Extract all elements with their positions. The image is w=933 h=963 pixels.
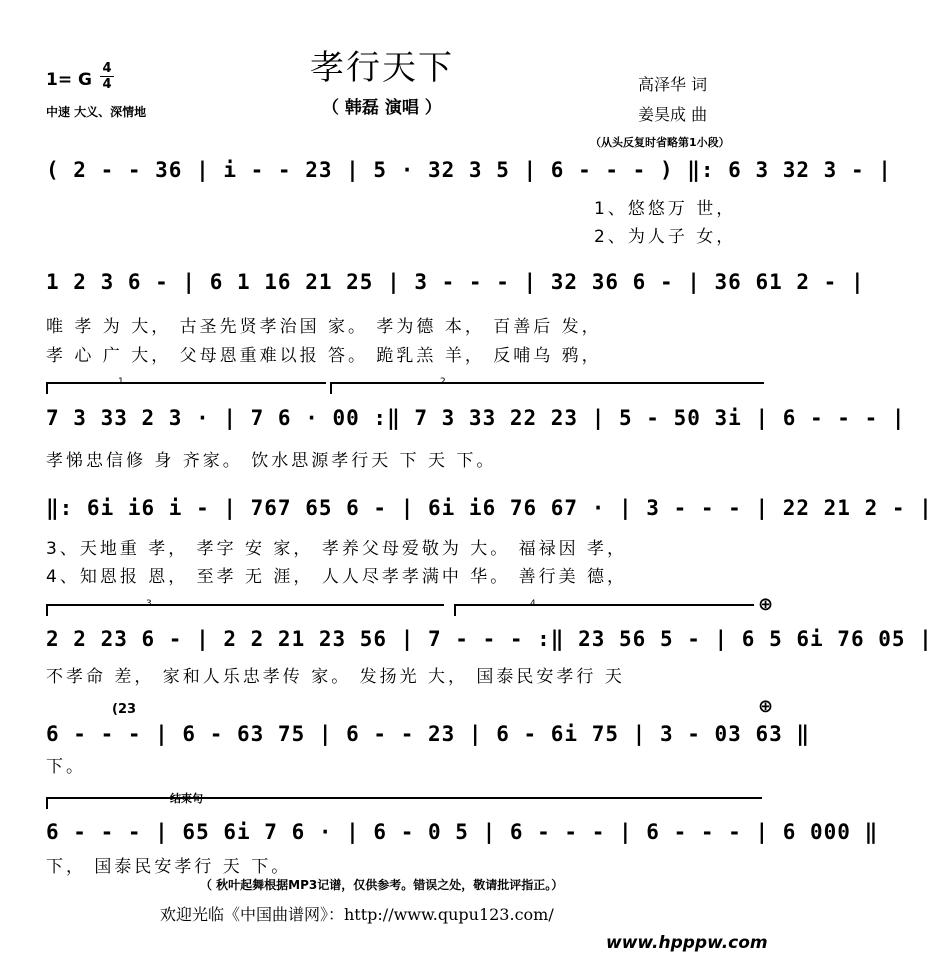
lyric-row-6: 下。 bbox=[46, 757, 86, 777]
transcription-note: （ 秋叶起舞根据MP3记谱，仅供参考。错误之处，敬请批评指正。） bbox=[200, 878, 564, 892]
volta-3-bracket-end bbox=[46, 604, 48, 616]
lyric-row-1-verse-1: 1、悠悠万 世， bbox=[594, 199, 737, 219]
score-row-4: ‖: 6i i6 i - | 767 65 6 - | 6i i6 76 67 · | 3 - - - | 22 21 2 - | bbox=[46, 496, 933, 520]
volta-1-label: 1 bbox=[118, 377, 124, 387]
lyric-row-2-verse-1: 唯 孝 为 大， 古圣先贤孝治国 家。 孝为德 本， 百善后 发， bbox=[46, 317, 602, 337]
ending-bracket-start bbox=[46, 797, 48, 809]
lyric-row-5: 不孝命 差， 家和人乐忠孝传 家。 发扬光 大， 国泰民安孝行 天 bbox=[46, 667, 625, 687]
volta-4-bracket bbox=[454, 604, 754, 606]
key-signature: 1= G bbox=[46, 70, 92, 90]
watermark: www.hpppw.com bbox=[606, 933, 768, 953]
lyric-row-7: 下， 国泰民安孝行 天 下。 bbox=[46, 857, 292, 877]
volta-4-label: 4 bbox=[530, 599, 536, 609]
volta-1-bracket bbox=[46, 382, 326, 384]
volta-3-bracket bbox=[46, 604, 444, 606]
alternate-notes-label: (23 bbox=[112, 702, 137, 717]
score-row-6: 6 - - - | 6 - 63 75 | 6 - - 23 | 6 - 6i 75 | 3 - 03 63 ‖ bbox=[46, 722, 811, 746]
time-numerator: 4 bbox=[102, 61, 112, 76]
score-row-1: ( 2 - - 36 | i - - 23 | 5 · 32 3 5 | 6 - - - ) ‖: 6 3 32 3 - | bbox=[46, 158, 892, 182]
time-denominator: 4 bbox=[102, 77, 112, 92]
volta-2-label: 2 bbox=[440, 377, 446, 387]
tempo-marking: 中速 大义、深情地 bbox=[46, 105, 147, 119]
volta-2-bracket-start bbox=[330, 382, 332, 394]
lyric-row-3: 孝悌忠信修 身 齐家。 饮水思源孝行天 下 天 下。 bbox=[46, 451, 497, 471]
composer-credit: 姜昊成 曲 bbox=[638, 105, 708, 124]
ending-label: 结束句 bbox=[170, 792, 203, 805]
volta-2-bracket bbox=[330, 382, 764, 384]
lyric-row-4-verse-4: 4、知恩报 恩， 至孝 无 涯， 人人尽孝孝满中 华。 善行美 德， bbox=[46, 567, 628, 587]
score-row-7: 6 - - - | 65 6i 7 6 · | 6 - 0 5 | 6 - - - | 6 - - - | 6 000 ‖ bbox=[46, 820, 879, 844]
page-title: 孝行天下 bbox=[310, 48, 454, 88]
volta-4-bracket-start bbox=[454, 604, 456, 616]
lyric-row-2-verse-2: 孝 心 广 大， 父母恩重难以报 答。 跪乳羔 羊， 反哺乌 鸦， bbox=[46, 346, 602, 366]
lyric-row-4-verse-3: 3、天地重 孝， 孝字 安 家， 孝养父母爱敬为 大。 福禄因 孝， bbox=[46, 539, 628, 559]
lyricist-credit: 高泽华 词 bbox=[638, 75, 708, 94]
score-row-2: 1 2 3 6 - | 6 1 16 21 25 | 3 - - - | 32 36 6 - | 36 61 2 - | bbox=[46, 270, 865, 294]
volta-1-bracket-end bbox=[46, 382, 48, 394]
time-signature bbox=[100, 62, 114, 91]
score-row-3: 7 3 33 2 3 · | 7 6 · 00 :‖ 7 3 33 22 23 | 5 - 50 3i | 6 - - - | bbox=[46, 406, 906, 430]
score-row-5: 2 2 23 6 - | 2 2 21 23 56 | 7 - - - :‖ 23 56 5 - | 6 5 6i 76 05 | bbox=[46, 627, 933, 651]
performer-subtitle: （ 韩磊 演唱 ） bbox=[322, 98, 442, 118]
coda-icon: ⊕ bbox=[758, 696, 774, 717]
volta-3-label: 3 bbox=[146, 599, 152, 609]
repeat-note: （从头反复时省略第1小段） bbox=[590, 136, 730, 149]
site-link[interactable]: 欢迎光临《中国曲谱网》：http://www.qupu123.com/ bbox=[160, 905, 554, 924]
ending-bracket bbox=[46, 797, 762, 799]
lyric-row-1-verse-2: 2、为人子 女， bbox=[594, 227, 737, 247]
coda-icon: ⊕ bbox=[758, 594, 774, 615]
